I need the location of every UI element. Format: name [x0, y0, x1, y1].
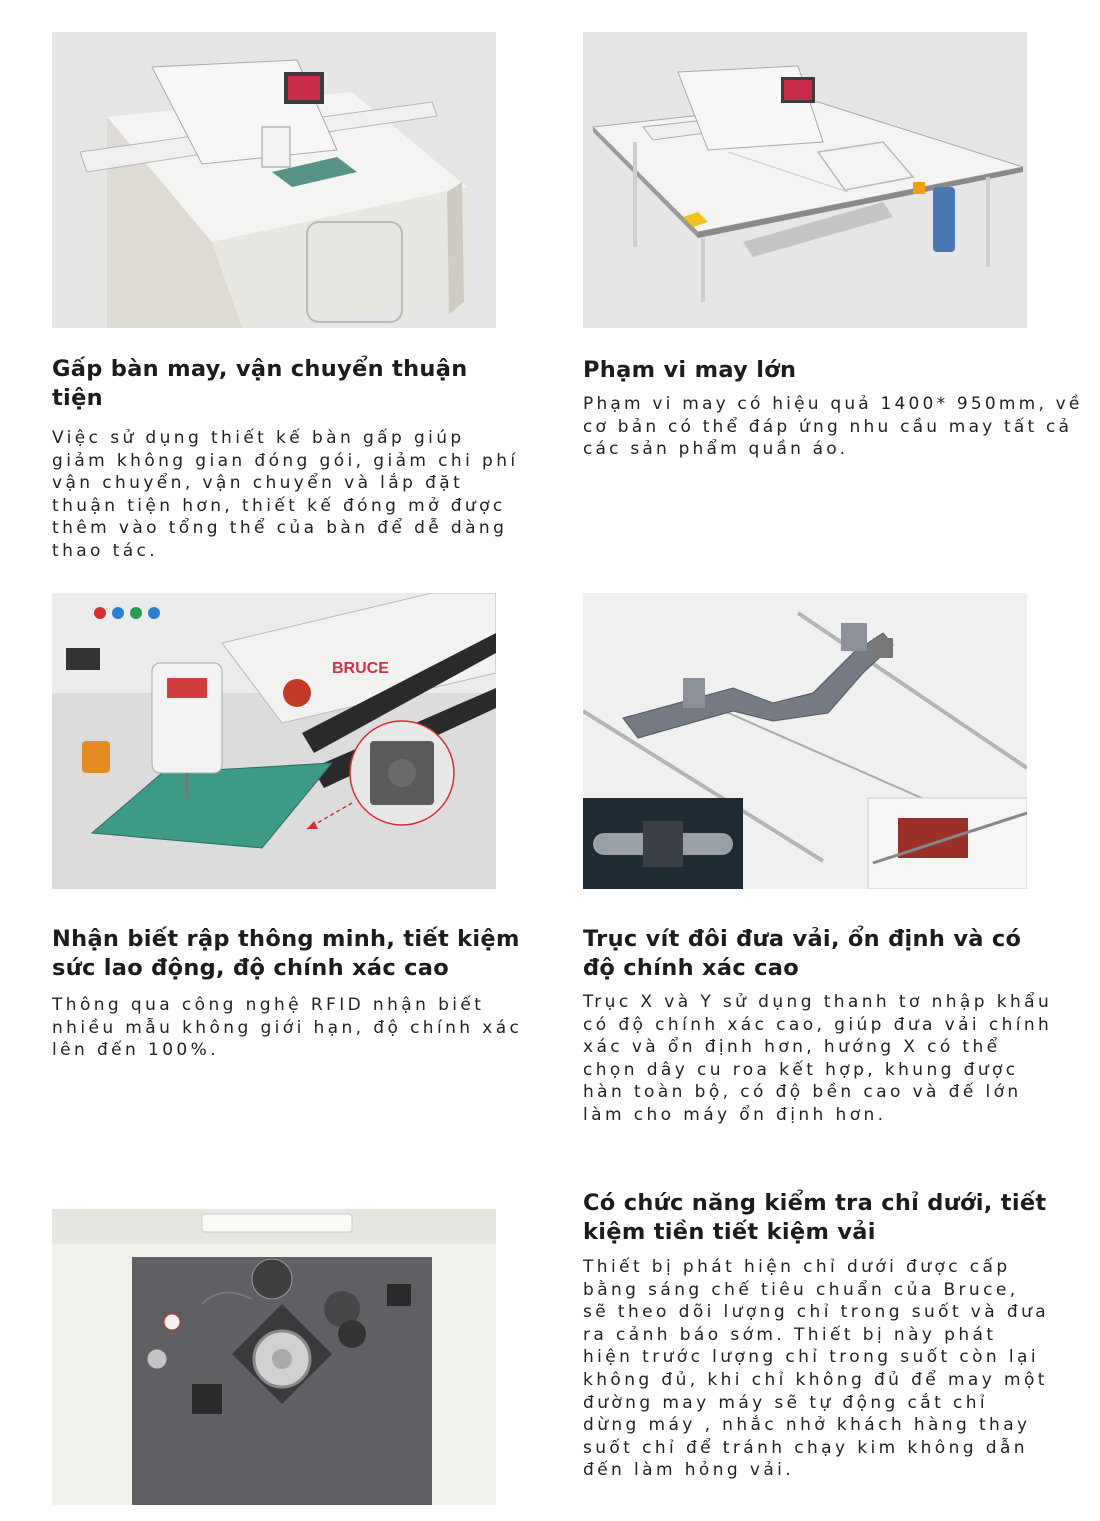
- twin-screw-illustration: [583, 593, 1027, 889]
- feature-2-image: [583, 32, 1027, 328]
- feature-3-image: [52, 593, 496, 889]
- feature-1-image: [52, 32, 496, 328]
- large-table-machine-illustration: [583, 32, 1027, 328]
- rfid-closeup-illustration: [52, 593, 496, 889]
- feature-1-description: Việc sử dụng thiết kế bàn gấp giúp giảm không gian đóng gói, giảm chi phí vận chuyển, vận chuyển và lắp đặt thuận tiện hơn, thiết kế đóng mở được thêm vào tổng thể của bàn để dễ dàng thao tác.: [52, 428, 519, 561]
- feature-4-image: [583, 593, 1027, 889]
- feature-5-title: Có chức năng kiểm tra chỉ dưới, tiết kiệm tiền tiết kiệm vải: [583, 1190, 1047, 1245]
- feature-5-description: Thiết bị phát hiện chỉ dưới được cấp bằng sáng chế tiêu chuẩn của Bruce, sẽ theo dõi lượng chỉ trong suốt và đưa ra cảnh báo sớm. Thiết bị này phát hiện trước lượng chỉ trong suốt còn lại không đủ, khi chỉ không đủ để may một đường may máy sẽ tự động cắt chỉ dừng máy , nhắc nhở khách hàng thay suốt chỉ để tránh chạy kim không dẫn đến làm hỏng vải.: [583, 1257, 1050, 1481]
- feature-2-description: Phạm vi may có hiệu quả 1400* 950mm, về cơ bản có thể đáp ứng nhu cầu may tất cả các sản phẩm quần áo.: [583, 394, 1083, 460]
- feature-3-description: Thông qua công nghệ RFID nhận biết nhiều mẫu không giới hạn, độ chính xác lên đến 100%.: [52, 995, 523, 1061]
- feature-2-title: Phạm vi may lớn: [583, 357, 797, 383]
- feature-4-title: Trục vít đôi đưa vải, ổn định và có độ chính xác cao: [583, 926, 1022, 981]
- feature-4-description: Trục X và Y sử dụng thanh tơ nhập khẩu có độ chính xác cao, giúp đưa vải chính xác và ổn định hơn, hướng X có thể chọn dây cu roa kết hợp, khung được hàn toàn bộ, có độ bền cao và đế lớn làm cho máy ổn định hơn.: [583, 992, 1053, 1125]
- feature-1-title: Gấp bàn may, vận chuyển thuận tiện: [52, 356, 468, 411]
- feature-5-image: [52, 1209, 496, 1505]
- bobbin-detector-illustration: [52, 1209, 496, 1505]
- feature-3-title: Nhận biết rập thông minh, tiết kiệm sức lao động, độ chính xác cao: [52, 926, 520, 981]
- brand-text-bruce: BRUCE: [332, 660, 389, 677]
- folded-table-machine-illustration: [52, 32, 496, 328]
